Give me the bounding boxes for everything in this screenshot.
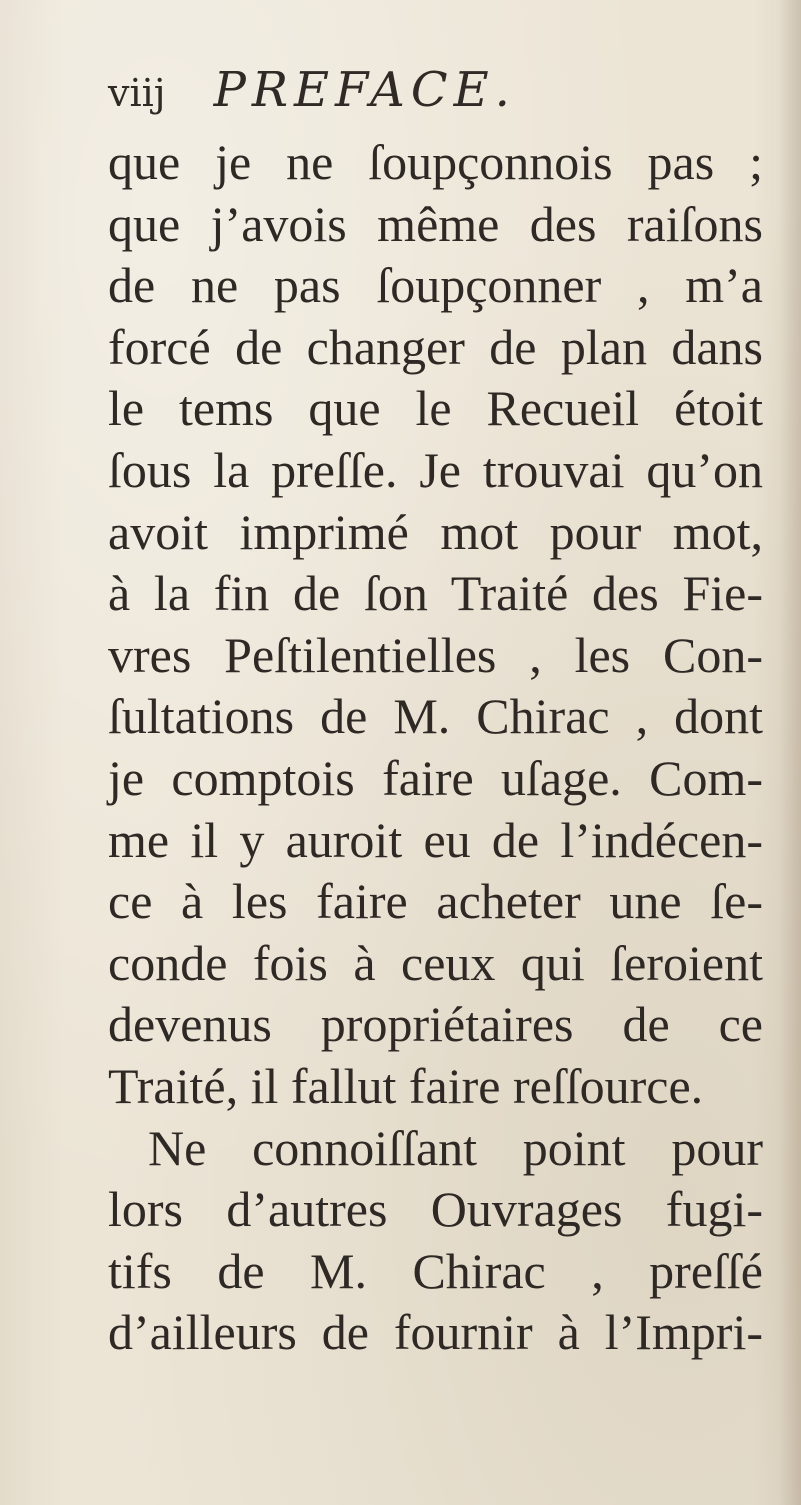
- running-head-title: PREFACE.: [213, 62, 516, 118]
- text-line: tifs de M. Chirac , preſſé: [108, 1242, 763, 1299]
- text-line: lors d’autres Ouvrages fugi-: [108, 1181, 763, 1238]
- text-line: avoit imprimé mot pour mot,: [108, 503, 763, 560]
- text-line: vres Peſtilentielles , les Con-: [108, 626, 763, 683]
- text-line: je comptois faire uſage. Com-: [108, 749, 763, 806]
- text-line: ſous la preſſe. Je trouvai qu’on: [108, 441, 763, 498]
- text-line: ce à les faire acheter une ſe-: [108, 873, 763, 930]
- text-line: que j’avois même des raiſons: [108, 195, 763, 252]
- text-line: Traité, il fallut faire reſſource.: [108, 1057, 704, 1114]
- text-line: de ne pas ſoupçonner , m’a: [108, 257, 763, 314]
- page-edge-shadow: [779, 0, 801, 1505]
- page-number: viij: [108, 71, 166, 115]
- text-line: que je ne ſoupçonnois pas ;: [108, 134, 763, 190]
- text-line: d’ailleurs de fournir à l’Impri-: [108, 1304, 763, 1361]
- text-line: forcé de changer de plan dans: [108, 318, 763, 375]
- text-line: ſultations de M. Chirac , dont: [108, 688, 763, 745]
- text-line: le tems que le Recueil étoit: [108, 380, 763, 437]
- body-text: [108, 132, 763, 1364]
- text-line: conde fois à ceux qui ſeroient: [108, 934, 763, 991]
- text-line: Ne connoiſſant point pour: [148, 1119, 763, 1176]
- text-line: me il y auroit eu de l’indécen-: [108, 811, 763, 868]
- text-line: devenus propriétaires de ce: [108, 996, 763, 1053]
- text-line: à la fin de ſon Traité des Fie-: [108, 565, 763, 622]
- running-head: [108, 62, 516, 122]
